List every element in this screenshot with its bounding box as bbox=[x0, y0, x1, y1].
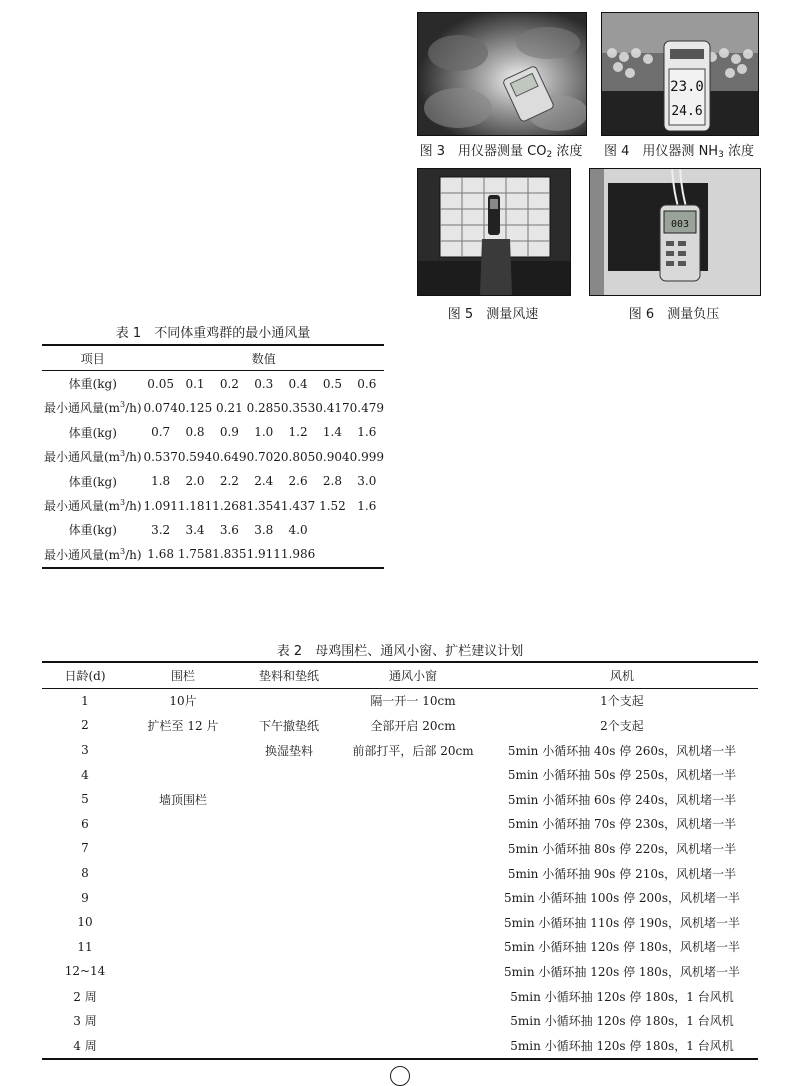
caption-text: 图 3 用仪器测量 CO bbox=[419, 144, 547, 159]
table-cell: 5min 小循环抽 120s 停 180s，1 台风机 bbox=[510, 1014, 734, 1029]
table-cell: 5min 小循环抽 120s 停 180s，风机堵一半 bbox=[504, 940, 740, 955]
table-cell bbox=[350, 542, 384, 567]
table-header-row bbox=[42, 662, 758, 688]
table-row bbox=[42, 688, 758, 713]
caption-text: 图 6 测量负压 bbox=[628, 307, 720, 322]
table-cell: 换湿垫料 bbox=[264, 743, 313, 758]
table-cell: 5min 小循环抽 90s 停 210s，风机堵一半 bbox=[507, 866, 737, 881]
meter-reading: 23.0 bbox=[670, 79, 704, 95]
table-row bbox=[42, 910, 758, 935]
row-label-unit-end: /h) bbox=[125, 450, 142, 465]
table-cell: 全部开启 20cm bbox=[370, 718, 456, 733]
table-cell: 11 bbox=[77, 939, 93, 954]
table-cell bbox=[340, 861, 486, 886]
row-label-superscript: 3 bbox=[120, 449, 126, 459]
table-row bbox=[42, 738, 758, 763]
table-cell bbox=[128, 984, 238, 1009]
table-cell: 3.2 bbox=[151, 522, 171, 537]
table-cell bbox=[340, 1008, 486, 1033]
table-cell bbox=[128, 1008, 238, 1033]
table-cell: 2.2 bbox=[219, 474, 239, 489]
row-label: 体重(kg) bbox=[68, 523, 117, 538]
table-cell: 1.758 bbox=[177, 547, 213, 562]
table-row bbox=[42, 493, 384, 517]
table-cell bbox=[128, 1033, 238, 1059]
table-cell: 1.2 bbox=[288, 425, 308, 440]
figure-4-photo bbox=[601, 12, 759, 136]
table-cell: 5min 小循环抽 120s 停 180s，1 台风机 bbox=[510, 989, 734, 1004]
column-header: 垫料和垫纸 bbox=[258, 668, 319, 683]
table-row bbox=[42, 518, 384, 542]
table-cell bbox=[315, 518, 349, 542]
row-label-text: 最小通风量(m bbox=[43, 499, 120, 514]
table-cell: 9 bbox=[81, 890, 89, 905]
table-cell: 3.0 bbox=[357, 474, 377, 489]
table-cell bbox=[238, 812, 340, 837]
table-cell: 0.2 bbox=[219, 376, 239, 391]
table-row bbox=[42, 959, 758, 984]
table-cell: 0.8 bbox=[185, 425, 205, 440]
table-cell: 0.537 bbox=[143, 449, 178, 464]
caption-subscript: 3 bbox=[718, 150, 724, 160]
table-cell: 0.353 bbox=[280, 400, 316, 415]
table-cell: 下午撤垫纸 bbox=[258, 718, 319, 733]
table-1 bbox=[42, 344, 384, 569]
row-label bbox=[42, 445, 143, 469]
caption-text: 图 5 测量风速 bbox=[447, 307, 539, 322]
table-cell: 1.6 bbox=[357, 498, 377, 513]
table-cell: 5min 小循环抽 70s 停 230s，风机堵一半 bbox=[507, 817, 737, 832]
row-label bbox=[42, 396, 143, 420]
caption-text: 图 4 用仪器测 NH bbox=[604, 144, 719, 159]
table-cell bbox=[128, 861, 238, 886]
figure-4-image bbox=[602, 13, 758, 135]
column-header: 围栏 bbox=[170, 668, 195, 683]
table-cell: 5min 小循环抽 60s 停 240s，风机堵一半 bbox=[507, 792, 737, 807]
table-row bbox=[42, 445, 384, 469]
table-cell: 1.68 bbox=[147, 547, 175, 562]
table-cell: 10 bbox=[77, 915, 93, 930]
table-cell: 0.3 bbox=[254, 376, 274, 391]
table-1-caption: 表 1 不同体重鸡群的最小通风量 bbox=[115, 326, 311, 341]
table-2 bbox=[42, 661, 758, 1060]
table-cell: 4.0 bbox=[288, 522, 308, 537]
row-label: 体重(kg) bbox=[68, 425, 117, 440]
table-cell bbox=[238, 959, 340, 984]
table-cell bbox=[238, 1033, 340, 1059]
table-cell: 1.911 bbox=[246, 547, 281, 562]
table-row bbox=[42, 885, 758, 910]
table-cell bbox=[340, 787, 486, 812]
table-cell: 1.354 bbox=[246, 498, 281, 513]
table-row bbox=[42, 713, 758, 738]
table-cell: 1 bbox=[81, 693, 89, 708]
caption-subscript: 2 bbox=[546, 150, 553, 160]
figure-4-caption bbox=[596, 140, 762, 160]
figure-6-image bbox=[590, 169, 760, 295]
table-cell: 5min 小循环抽 120s 停 180s，1 台风机 bbox=[510, 1038, 734, 1053]
table-cell: 扩栏至 12 片 bbox=[147, 718, 219, 733]
table-cell: 2.4 bbox=[254, 474, 274, 489]
figure-6-photo bbox=[589, 168, 761, 296]
table-cell: 前部打平，后部 20cm bbox=[352, 743, 474, 758]
table-cell: 2.8 bbox=[322, 474, 342, 489]
table-cell: 1.091 bbox=[143, 498, 178, 513]
table-cell: 隔一开一 10cm bbox=[370, 694, 456, 709]
meter-reading-secondary: 24.6 bbox=[671, 104, 703, 119]
table-row bbox=[42, 1008, 758, 1033]
table-cell: 5min 小循环抽 40s 停 260s，风机堵一半 bbox=[507, 743, 737, 758]
table-cell bbox=[128, 762, 238, 787]
table-cell: 0.805 bbox=[280, 449, 316, 464]
table-cell: 2 周 bbox=[73, 989, 97, 1004]
table-cell: 2.6 bbox=[288, 474, 308, 489]
table-cell: 1.268 bbox=[212, 498, 247, 513]
table-cell: 2.0 bbox=[185, 474, 205, 489]
table-cell bbox=[238, 688, 340, 713]
table-row bbox=[42, 861, 758, 886]
table-cell: 0.05 bbox=[147, 376, 175, 391]
table-cell: 12~14 bbox=[64, 964, 106, 979]
table-cell: 0.904 bbox=[315, 449, 350, 464]
table-row bbox=[42, 542, 384, 567]
table-cell: 0.417 bbox=[315, 400, 350, 415]
table-cell: 5min 小循环抽 120s 停 180s，风机堵一半 bbox=[504, 964, 740, 979]
table-row bbox=[42, 469, 384, 493]
row-label: 体重(kg) bbox=[68, 474, 117, 489]
column-header: 日龄(d) bbox=[64, 668, 106, 683]
table-cell: 0.5 bbox=[322, 376, 342, 391]
table-row bbox=[42, 935, 758, 960]
row-label-unit-end: /h) bbox=[125, 499, 142, 514]
figure-5-photo bbox=[417, 168, 571, 296]
table-cell: 0.21 bbox=[216, 400, 243, 415]
table-cell: 6 bbox=[81, 816, 89, 831]
table-cell: 7 bbox=[81, 841, 89, 856]
row-label-unit-end: /h) bbox=[125, 401, 142, 416]
table-cell: 5 bbox=[81, 792, 89, 807]
table-cell: 0.649 bbox=[212, 449, 247, 464]
caption-text-end: 浓度 bbox=[552, 144, 583, 159]
table-cell: 0.6 bbox=[357, 376, 377, 391]
table-cell bbox=[128, 959, 238, 984]
table-cell bbox=[340, 836, 486, 861]
table-cell: 5min 小循环抽 110s 停 190s，风机堵一半 bbox=[504, 915, 740, 930]
table-cell: 1个支起 bbox=[600, 694, 644, 709]
row-label bbox=[42, 542, 143, 567]
row-label-text: 最小通风量(m bbox=[43, 547, 120, 562]
table-row bbox=[42, 762, 758, 787]
table-cell: 0.285 bbox=[246, 400, 281, 415]
row-label-text: 最小通风量(m bbox=[43, 450, 120, 465]
table-cell: 1.6 bbox=[357, 425, 377, 440]
table-cell bbox=[340, 935, 486, 960]
row-label-text: 最小通风量(m bbox=[43, 401, 120, 416]
table-cell bbox=[340, 984, 486, 1009]
page-number-badge bbox=[390, 1066, 410, 1086]
figure-3-caption bbox=[417, 140, 585, 160]
table-cell: 5min 小循环抽 100s 停 200s，风机堵一半 bbox=[504, 891, 740, 906]
table-cell bbox=[128, 910, 238, 935]
table-cell: 8 bbox=[81, 866, 89, 881]
row-label-superscript: 3 bbox=[120, 546, 126, 556]
figure-6-caption bbox=[589, 303, 759, 322]
table-cell: 墙顶围栏 bbox=[158, 792, 207, 807]
header-value: 数值 bbox=[251, 351, 276, 366]
table-cell bbox=[238, 762, 340, 787]
column-header: 通风小窗 bbox=[388, 668, 437, 683]
table-cell bbox=[238, 836, 340, 861]
table-cell: 0.594 bbox=[177, 449, 213, 464]
table-cell: 0.074 bbox=[143, 400, 178, 415]
table-row bbox=[42, 787, 758, 812]
manometer-reading: 003 bbox=[670, 219, 690, 230]
figure-3-photo bbox=[417, 12, 587, 136]
table-cell bbox=[238, 861, 340, 886]
figure-3-image bbox=[418, 13, 586, 135]
table-cell bbox=[128, 885, 238, 910]
table-cell: 10片 bbox=[169, 694, 197, 709]
table-row bbox=[42, 420, 384, 444]
figure-5-caption bbox=[417, 303, 569, 322]
table-cell: 3 bbox=[81, 743, 89, 758]
table-cell: 1.437 bbox=[280, 498, 316, 513]
table-cell: 1.0 bbox=[254, 425, 274, 440]
table-cell: 0.4 bbox=[288, 376, 308, 391]
table-cell bbox=[340, 885, 486, 910]
table-cell: 0.125 bbox=[177, 400, 213, 415]
table-cell bbox=[128, 812, 238, 837]
header-item: 项目 bbox=[80, 351, 105, 366]
table-cell: 2 bbox=[81, 718, 89, 733]
table-cell: 0.479 bbox=[349, 400, 384, 415]
table-cell: 4 周 bbox=[73, 1038, 97, 1053]
table-cell: 5min 小循环抽 50s 停 250s，风机堵一半 bbox=[507, 768, 737, 783]
table-row bbox=[42, 1033, 758, 1059]
table-row bbox=[42, 836, 758, 861]
table-cell: 1.181 bbox=[177, 498, 213, 513]
row-label bbox=[42, 493, 143, 517]
table-cell bbox=[128, 836, 238, 861]
table-cell: 3.6 bbox=[219, 522, 239, 537]
table-cell bbox=[128, 738, 238, 763]
table-cell bbox=[238, 910, 340, 935]
table-cell: 5min 小循环抽 80s 停 220s，风机堵一半 bbox=[507, 841, 737, 856]
table-cell: 1.986 bbox=[280, 547, 316, 562]
table-row bbox=[42, 371, 384, 396]
table-cell bbox=[340, 1033, 486, 1059]
row-label-superscript: 3 bbox=[120, 498, 126, 508]
table-cell: 4 bbox=[81, 767, 89, 782]
column-header: 风机 bbox=[609, 668, 634, 683]
table-cell: 1.52 bbox=[319, 498, 346, 513]
table-cell bbox=[340, 959, 486, 984]
row-label-unit-end: /h) bbox=[125, 547, 142, 562]
table-cell: 1.8 bbox=[151, 474, 171, 489]
table-cell bbox=[238, 984, 340, 1009]
table-cell bbox=[128, 935, 238, 960]
caption-text-end: 浓度 bbox=[723, 144, 754, 159]
table-cell: 1.4 bbox=[322, 425, 342, 440]
table-row bbox=[42, 396, 384, 420]
table-header-row bbox=[42, 345, 384, 371]
table-cell bbox=[238, 787, 340, 812]
row-label-superscript: 3 bbox=[120, 400, 126, 410]
table-2-caption: 表 2 母鸡围栏、通风小窗、扩栏建议计划 bbox=[276, 644, 524, 659]
table-cell: 0.999 bbox=[349, 449, 384, 464]
table-row bbox=[42, 812, 758, 837]
table-cell bbox=[315, 542, 349, 567]
table-cell bbox=[340, 812, 486, 837]
figure-5-image bbox=[418, 169, 570, 295]
table-cell bbox=[350, 518, 384, 542]
table-cell: 0.702 bbox=[246, 449, 281, 464]
table-cell: 3 周 bbox=[73, 1014, 97, 1029]
table-cell bbox=[340, 762, 486, 787]
table-cell: 3.8 bbox=[254, 522, 274, 537]
table-cell bbox=[238, 885, 340, 910]
table-cell: 0.1 bbox=[185, 376, 205, 391]
table-cell: 0.7 bbox=[151, 425, 171, 440]
table-cell: 3.4 bbox=[185, 522, 205, 537]
table-cell: 1.835 bbox=[212, 547, 247, 562]
table-cell: 0.9 bbox=[219, 425, 239, 440]
table-cell bbox=[238, 935, 340, 960]
table-cell bbox=[238, 1008, 340, 1033]
row-label: 体重(kg) bbox=[68, 377, 117, 392]
table-cell bbox=[340, 910, 486, 935]
table-cell: 2个支起 bbox=[600, 718, 644, 733]
table-row bbox=[42, 984, 758, 1009]
